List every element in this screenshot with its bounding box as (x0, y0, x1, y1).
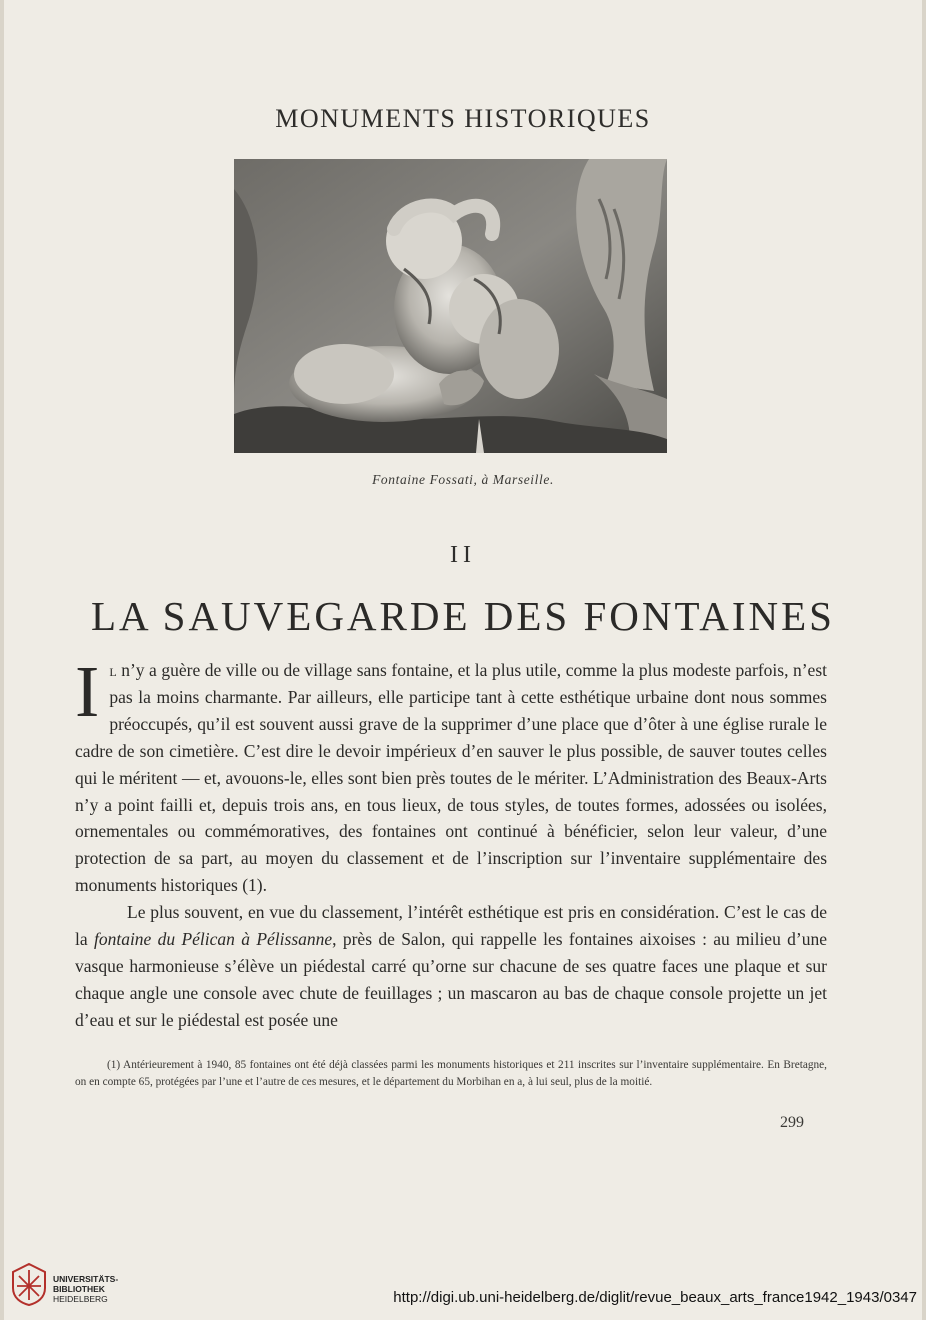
article-title: LA SAUVEGARDE DES FONTAINES (91, 593, 835, 639)
page-edge-left (0, 0, 4, 1320)
page-edge-right (922, 0, 926, 1320)
fountain-photo (234, 159, 667, 453)
paragraph-2-text-before: Le plus souvent, en vue du classement, l’intérêt esthétique est pris en considération. C’est le cas de la (75, 902, 827, 950)
page-number: 299 (780, 1114, 804, 1131)
paragraph-2-text-after: , près de Salon, qui rappelle les fontaines aixoises : au milieu d’une vasque harmonieuse s’élève un piédestal carré qu’orne sur chacune de ses quatre faces une plaque et sur chaque angle une console avec chute de feuillages ; un mascaron au bas de chaque console projette un jet d’eau et sur le piédestal est posée une (75, 929, 827, 1030)
first-letter-smallcaps: l (109, 660, 117, 680)
source-url[interactable]: http://digi.ub.uni-heidelberg.de/diglit/revue_beaux_arts_france1942_1943/0347 (393, 1289, 917, 1306)
footnote-text: (1) Antérieurement à 1940, 85 fontaines ont été déjà classées parmi les monuments historiques et 211 inscrites sur l’inventaire supplémentaire. En Bretagne, on en compte 65, protégées par l’une et l’autre de ces mesures, et le département du Morbihan en a, à lui seul, plus de la moitié. (75, 1059, 827, 1088)
library-line-1: UNIVERSITÄTS- (53, 1274, 119, 1284)
section-number: II (450, 542, 476, 568)
footnote (75, 1057, 827, 1090)
fountain-sculpture-image (234, 159, 667, 453)
drop-cap: I (75, 651, 100, 732)
paragraph-2 (75, 899, 827, 1034)
paragraph-1 (75, 651, 827, 899)
article-body (75, 651, 827, 1034)
figure-caption: Fontaine Fossati, à Marseille. (372, 472, 554, 487)
library-line-3: HEIDELBERG (53, 1294, 108, 1304)
library-line-2: BIBLIOTHEK (53, 1284, 105, 1294)
paragraph-2-italic: fontaine du Pélican à Pélissanne (93, 929, 333, 950)
library-name (53, 1274, 118, 1304)
paragraph-1-text: n’y a guère de ville ou de village sans fontaine, et la plus utile, comme la plus modeste parfois, n’est pas la moins charmante. Par ailleurs, elle participe tant à cette esthétique urbaine dont nous sommes préoccupés, qu’il est souvent aussi grave de la supprimer d’une place que d’ôter à une église rurale le cadre de son cimetière. C’est dire le devoir impérieux d’en sauver le plus possible, de sauver toutes celles qui le méritent — et, avouons-le, elles sont bien près toutes de le mériter. L’Administration des Beaux-Arts n’y a point failli et, depuis trois ans, en tous lieux, de tous styles, de toutes formes, adossées ou isolées, ornementales ou commémoratives, des fontaines ont continué à bénéficier, selon leur valeur, d’une protection de sa part, au moyen du classement et de l’inscription sur l’inventaire supplémentaire des monuments historiques (1). (75, 660, 827, 896)
running-head: MONUMENTS HISTORIQUES (275, 104, 651, 133)
university-library-logo-icon (11, 1262, 47, 1306)
